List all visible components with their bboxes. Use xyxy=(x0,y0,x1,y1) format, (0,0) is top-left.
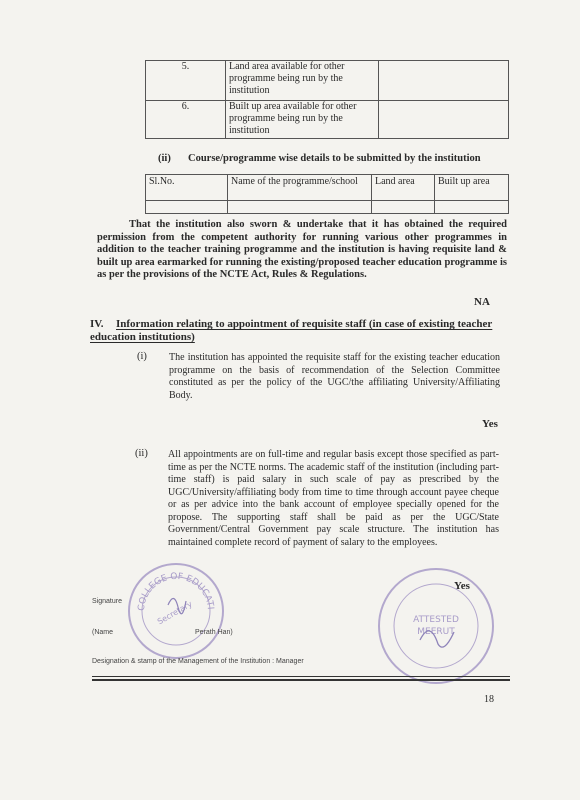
item-i-label: (i) xyxy=(137,351,147,362)
page-number: 18 xyxy=(484,694,494,705)
college-stamp-seal-icon xyxy=(130,565,222,657)
college-stamp xyxy=(128,563,224,659)
attested-stamp xyxy=(378,568,494,684)
empty-cell xyxy=(435,201,509,214)
attested-stamp-seal-icon xyxy=(380,570,492,682)
empty-cell xyxy=(228,201,372,214)
row-value xyxy=(379,61,509,101)
row-value xyxy=(379,101,509,139)
svg-text:COLLEGE OF EDUCATION: COLLEGE OF EDUCATI xyxy=(136,571,215,612)
item-i-text: The institution has appointed the requisite staff for the existing teacher education programme on the basis of recommendation of the Selection Committee constituted as per the policy of the UGC/the affiliating University/Affiliating Body. xyxy=(169,352,500,401)
footer-divider xyxy=(92,676,510,677)
svg-text:MEERUT: MEERUT xyxy=(417,627,455,637)
item-ii-text: All appointments are on full-time and regular basis except those specified as part-time as per the NCTE norms. The academic staff of the institution (including part-time staff) is paid salary in such scale of pay as prescribed by the UGC/University/affiliating body from time to time through account payee cheque or as per advice into the bank account of employee specially opened for the propose. The supporting staff shall be paid as per the UGC/State Government/Central Government pay scale structure. The institution has maintained complete record of payment of salary to the employees. xyxy=(168,449,499,548)
signature-label: Signature xyxy=(92,598,122,605)
footer-divider-thick xyxy=(92,679,510,681)
name-value: Perath Han) xyxy=(195,629,233,636)
item-i-answer: Yes xyxy=(482,418,498,430)
programme-table xyxy=(145,174,509,214)
table-header-row xyxy=(146,175,509,201)
section-ii-heading xyxy=(158,153,481,164)
item-ii-label: (ii) xyxy=(135,448,148,459)
table-row xyxy=(146,101,509,139)
col-header-built-up-area: Built up area xyxy=(435,175,509,201)
table-row xyxy=(146,61,509,101)
section-ii-title: Course/programme wise details to be submitted by the institution xyxy=(188,153,481,164)
land-area-table xyxy=(145,60,509,139)
col-header-programme: Name of the programme/school xyxy=(228,175,372,201)
section-iv-heading xyxy=(90,318,510,344)
na-answer: NA xyxy=(474,296,490,308)
section-ii-number: (ii) xyxy=(158,153,171,164)
name-label: (Name xyxy=(92,629,114,636)
designation-label: Designation & stamp of the Management of the Institution : Manager xyxy=(92,658,304,665)
row-text: Built up area available for other programme being run by the institution xyxy=(226,101,379,139)
svg-text:ATTESTED: ATTESTED xyxy=(413,615,459,625)
table-row xyxy=(146,201,509,214)
col-header-slno: Sl.No. xyxy=(146,175,228,201)
section-iv-number: IV. xyxy=(90,318,104,330)
declaration-paragraph: That the institution also sworn & undertake that it has obtained the required permission from the competent authority for running various other programmes in addition to the teacher training programme and the institution is having requisite land & built up area earmarked for running the existing/proposed teacher education programme is as per the provisions of the NCTE Act, Rules & Regulations. xyxy=(97,219,507,280)
col-header-land-area: Land area xyxy=(372,175,435,201)
svg-text:Secretary: Secretary xyxy=(155,599,194,627)
empty-cell xyxy=(372,201,435,214)
row-number: 5. xyxy=(146,61,226,101)
row-text: Land area available for other programme being run by the institution xyxy=(226,61,379,101)
section-iv-title: Information relating to appointment of requisite staff (in case of existing teacher education institutions) xyxy=(90,318,493,343)
row-number: 6. xyxy=(146,101,226,139)
empty-cell xyxy=(146,201,228,214)
item-ii-answer: Yes xyxy=(454,580,470,592)
